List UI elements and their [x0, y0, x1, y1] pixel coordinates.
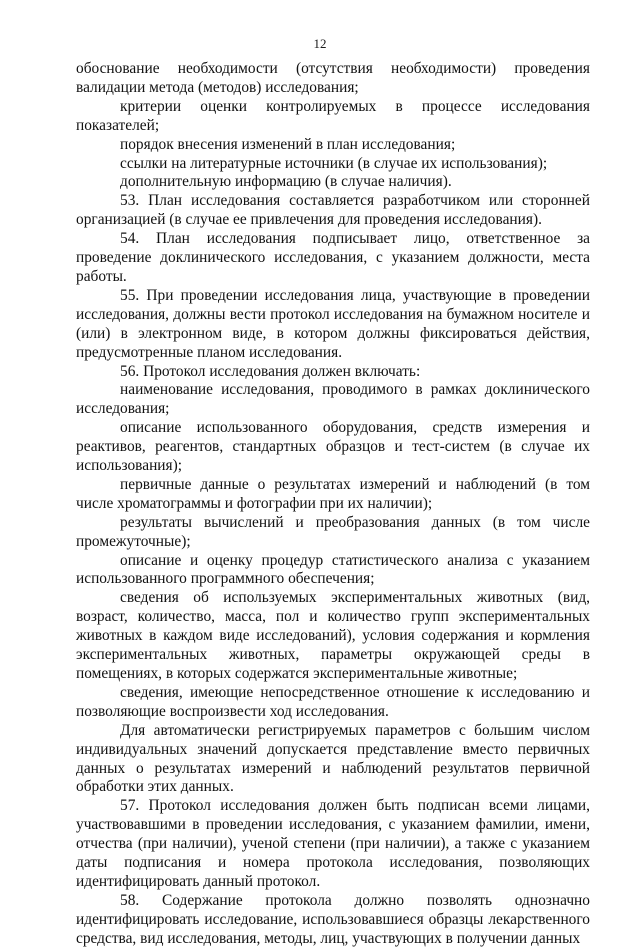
- paragraph: 54. План исследования подписывает лицо, ответственное за проведение доклинического исследования, с указанием должности, места работы.: [76, 230, 590, 285]
- paragraph: описание и оценку процедур статистического анализа с указанием использованного программного обеспечения;: [76, 551, 590, 588]
- paragraph: описание использованного оборудования, средств измерения и реактивов, реагентов, стандартных образцов и тест-систем (в случае их использования);: [76, 419, 590, 475]
- paragraph: сведения, имеющие непосредственное отношение к исследованию и позволяющие воспроизвести ход исследования.: [76, 683, 590, 720]
- paragraph: 53. План исследования составляется разработчиком или сторонней организацией (в случае ее привлечения для проведения исследования).: [76, 192, 590, 229]
- paragraph: 56. Протокол исследования должен включать:: [120, 362, 421, 380]
- paragraph: обоснование необходимости (отсутствия необходимости) проведения валидации метода (методов) исследования;: [76, 60, 590, 96]
- paragraph: результаты вычислений и преобразования данных (в том числе промежуточные);: [76, 513, 590, 550]
- paragraph: ссылки на литературные источники (в случае их использования);: [120, 154, 548, 172]
- document-body: [76, 60, 590, 949]
- paragraph: 58. Содержание протокола должно позволять однозначно идентифицировать исследование, использовавшиеся образцы лекарственного средства, вид исследования, методы, лиц, участвующих в получении данных: [76, 891, 590, 947]
- paragraph: сведения об используемых экспериментальных животных (вид, возраст, количество, масса, пол и количество групп экспериментальных животных в каждом виде исследований), условия содержания и кормления экспериментальных животных, параметры окружающей среды в помещениях, в которых содержатся экспериментальные животные;: [76, 589, 590, 682]
- paragraph: 55. При проведении исследования лица, участвующие в проведении исследования, должны вести протокол исследования на бумажном носителе и (или) в электронном виде, в котором должны фиксироваться действия, предусмотренные планом исследования.: [76, 286, 590, 361]
- paragraph: 57. Протокол исследования должен быть подписан всеми лицами, участвовавшими в проведении исследования, с указанием фамилии, имени, отчества (при наличии), ученой степени (при наличии), а также с указанием даты подписания и номера протокола исследования, позволяющих идентифицировать данный протокол.: [76, 797, 590, 890]
- paragraph: дополнительную информацию (в случае наличия).: [120, 173, 452, 191]
- paragraph: первичные данные о результатах измерений и наблюдений (в том числе хроматограммы и фотографии при их наличии);: [76, 475, 590, 512]
- page-number: 12: [313, 36, 327, 51]
- paragraph: критерии оценки контролируемых в процессе исследования показателей;: [76, 97, 590, 134]
- paragraph: Для автоматически регистрируемых параметров с большим числом индивидуальных значений допускается представление вместо первичных данных о результатах измерений и наблюдений результатов первичной обработки этих данных.: [76, 721, 590, 796]
- paragraph: порядок внесения изменений в план исследования;: [120, 135, 456, 153]
- paragraph: наименование исследования, проводимого в рамках доклинического исследования;: [76, 381, 590, 418]
